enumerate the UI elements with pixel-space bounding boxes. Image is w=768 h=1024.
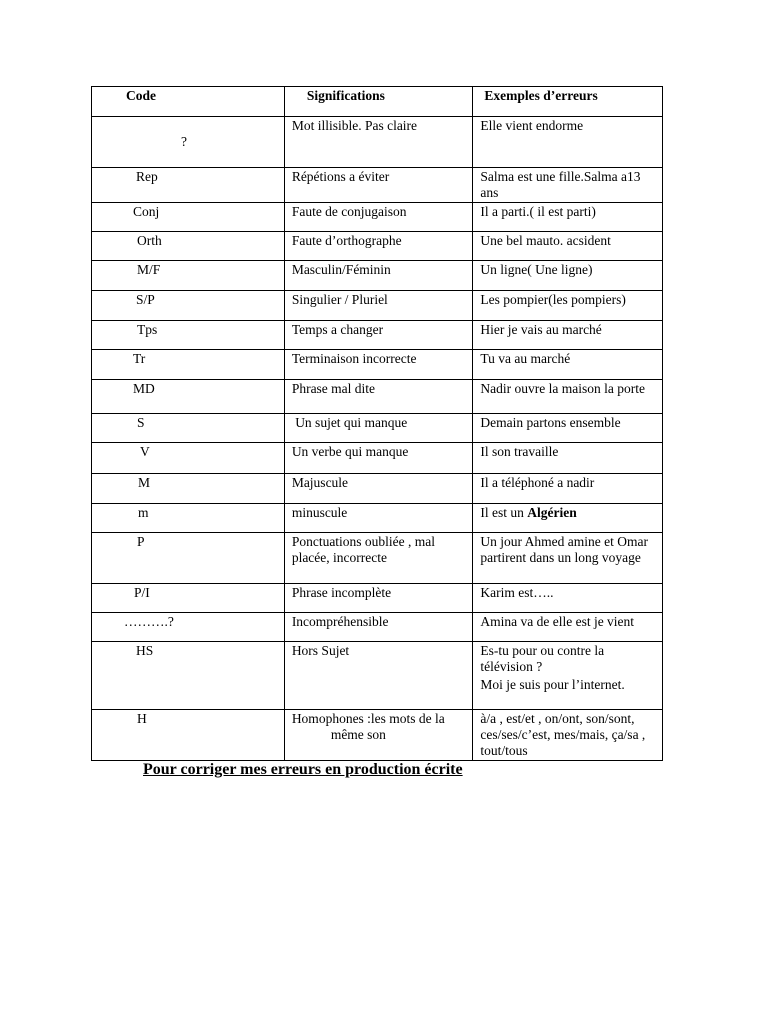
row-code: V: [92, 443, 285, 474]
row-example: Salma est une fille.Salma a13 ans: [473, 168, 663, 203]
row-signification: Singulier / Pluriel: [284, 291, 473, 321]
row-code: Conj: [92, 203, 285, 232]
row-code: S/P: [92, 291, 285, 321]
table-row: [92, 232, 663, 261]
row-code: S: [92, 414, 285, 443]
row-example: Karim est…..: [473, 584, 663, 613]
row-signification: Incompréhensible: [284, 613, 473, 642]
signification-line: Homophones :les mots de la: [291, 711, 445, 726]
row-example: Les pompier(les pompiers): [473, 291, 663, 321]
row-code: MD: [92, 380, 285, 414]
table-row: [92, 291, 663, 321]
row-code: HS: [92, 642, 285, 710]
row-code: M/F: [92, 261, 285, 291]
row-example: Un ligne( Une ligne): [473, 261, 663, 291]
example-text: Il est un: [480, 505, 528, 520]
row-code: ……….?: [92, 613, 285, 642]
row-code: P/I: [92, 584, 285, 613]
row-example: [473, 504, 663, 533]
table-row: [92, 533, 663, 584]
table-row: [92, 117, 663, 168]
row-signification: Masculin/Féminin: [284, 261, 473, 291]
row-signification: Phrase mal dite: [284, 380, 473, 414]
row-code: Tps: [92, 321, 285, 350]
row-signification: Ponctuations oubliée , mal placée, incorrecte: [284, 533, 473, 584]
error-codes-table: [91, 86, 663, 761]
header-code: Code: [92, 87, 285, 117]
table-row: [92, 203, 663, 232]
row-signification: Faute de conjugaison: [284, 203, 473, 232]
table-row: [92, 613, 663, 642]
row-signification: Majuscule: [284, 474, 473, 504]
row-signification: Terminaison incorrecte: [284, 350, 473, 380]
row-example: Amina va de elle est je vient: [473, 613, 663, 642]
row-signification: [284, 710, 473, 761]
table-row: [92, 642, 663, 710]
row-code: m: [92, 504, 285, 533]
row-example: Elle vient endorme: [473, 117, 663, 168]
row-code: Orth: [92, 232, 285, 261]
row-code: H: [92, 710, 285, 761]
row-signification: Hors Sujet: [284, 642, 473, 710]
header-examples: Exemples d’erreurs: [473, 87, 663, 117]
row-signification: Mot illisible. Pas claire: [284, 117, 473, 168]
table-row: [92, 443, 663, 474]
row-example: Il a parti.( il est parti): [473, 203, 663, 232]
table-row: [92, 350, 663, 380]
row-signification: Répétions a éviter: [284, 168, 473, 203]
row-example: Tu va au marché: [473, 350, 663, 380]
table-header-row: [92, 87, 663, 117]
table-row: [92, 321, 663, 350]
row-signification: Faute d’orthographe: [284, 232, 473, 261]
row-example: Il son travaille: [473, 443, 663, 474]
row-example: Il a téléphoné a nadir: [473, 474, 663, 504]
example-line: Moi je suis pour l’internet.: [480, 677, 625, 692]
row-example: [473, 642, 663, 710]
table-row: [92, 474, 663, 504]
row-example: Un jour Ahmed amine et Omar partirent dans un long voyage: [473, 533, 663, 584]
row-code: Rep: [92, 168, 285, 203]
row-example: à/a , est/et , on/ont, son/sont, ces/ses/c’est, mes/mais, ça/sa , tout/tous: [473, 710, 663, 761]
row-example: Demain partons ensemble: [473, 414, 663, 443]
row-code: ?: [181, 134, 187, 149]
row-signification: minuscule: [284, 504, 473, 533]
row-example: Hier je vais au marché: [473, 321, 663, 350]
table-row: [92, 168, 663, 203]
row-signification: Temps a changer: [284, 321, 473, 350]
example-line: Es-tu pour ou contre la télévision ?: [480, 643, 605, 674]
signification-line: même son: [330, 727, 386, 742]
row-example: Nadir ouvre la maison la porte: [473, 380, 663, 414]
table-row: [92, 504, 663, 533]
page-title: Pour corriger mes erreurs en production écrite: [143, 761, 463, 778]
example-bold-word: Algérien: [527, 505, 577, 520]
table-row: [92, 380, 663, 414]
table-row: [92, 710, 663, 761]
table-row: [92, 414, 663, 443]
table-row: [92, 261, 663, 291]
row-signification: Phrase incomplète: [284, 584, 473, 613]
row-code: M: [92, 474, 285, 504]
row-signification: Un verbe qui manque: [284, 443, 473, 474]
table-row: [92, 584, 663, 613]
row-signification: Un sujet qui manque: [284, 414, 473, 443]
row-example: Une bel mauto. acsident: [473, 232, 663, 261]
row-code: P: [92, 533, 285, 584]
header-significations: Significations: [284, 87, 473, 117]
row-code: Tr: [92, 350, 285, 380]
